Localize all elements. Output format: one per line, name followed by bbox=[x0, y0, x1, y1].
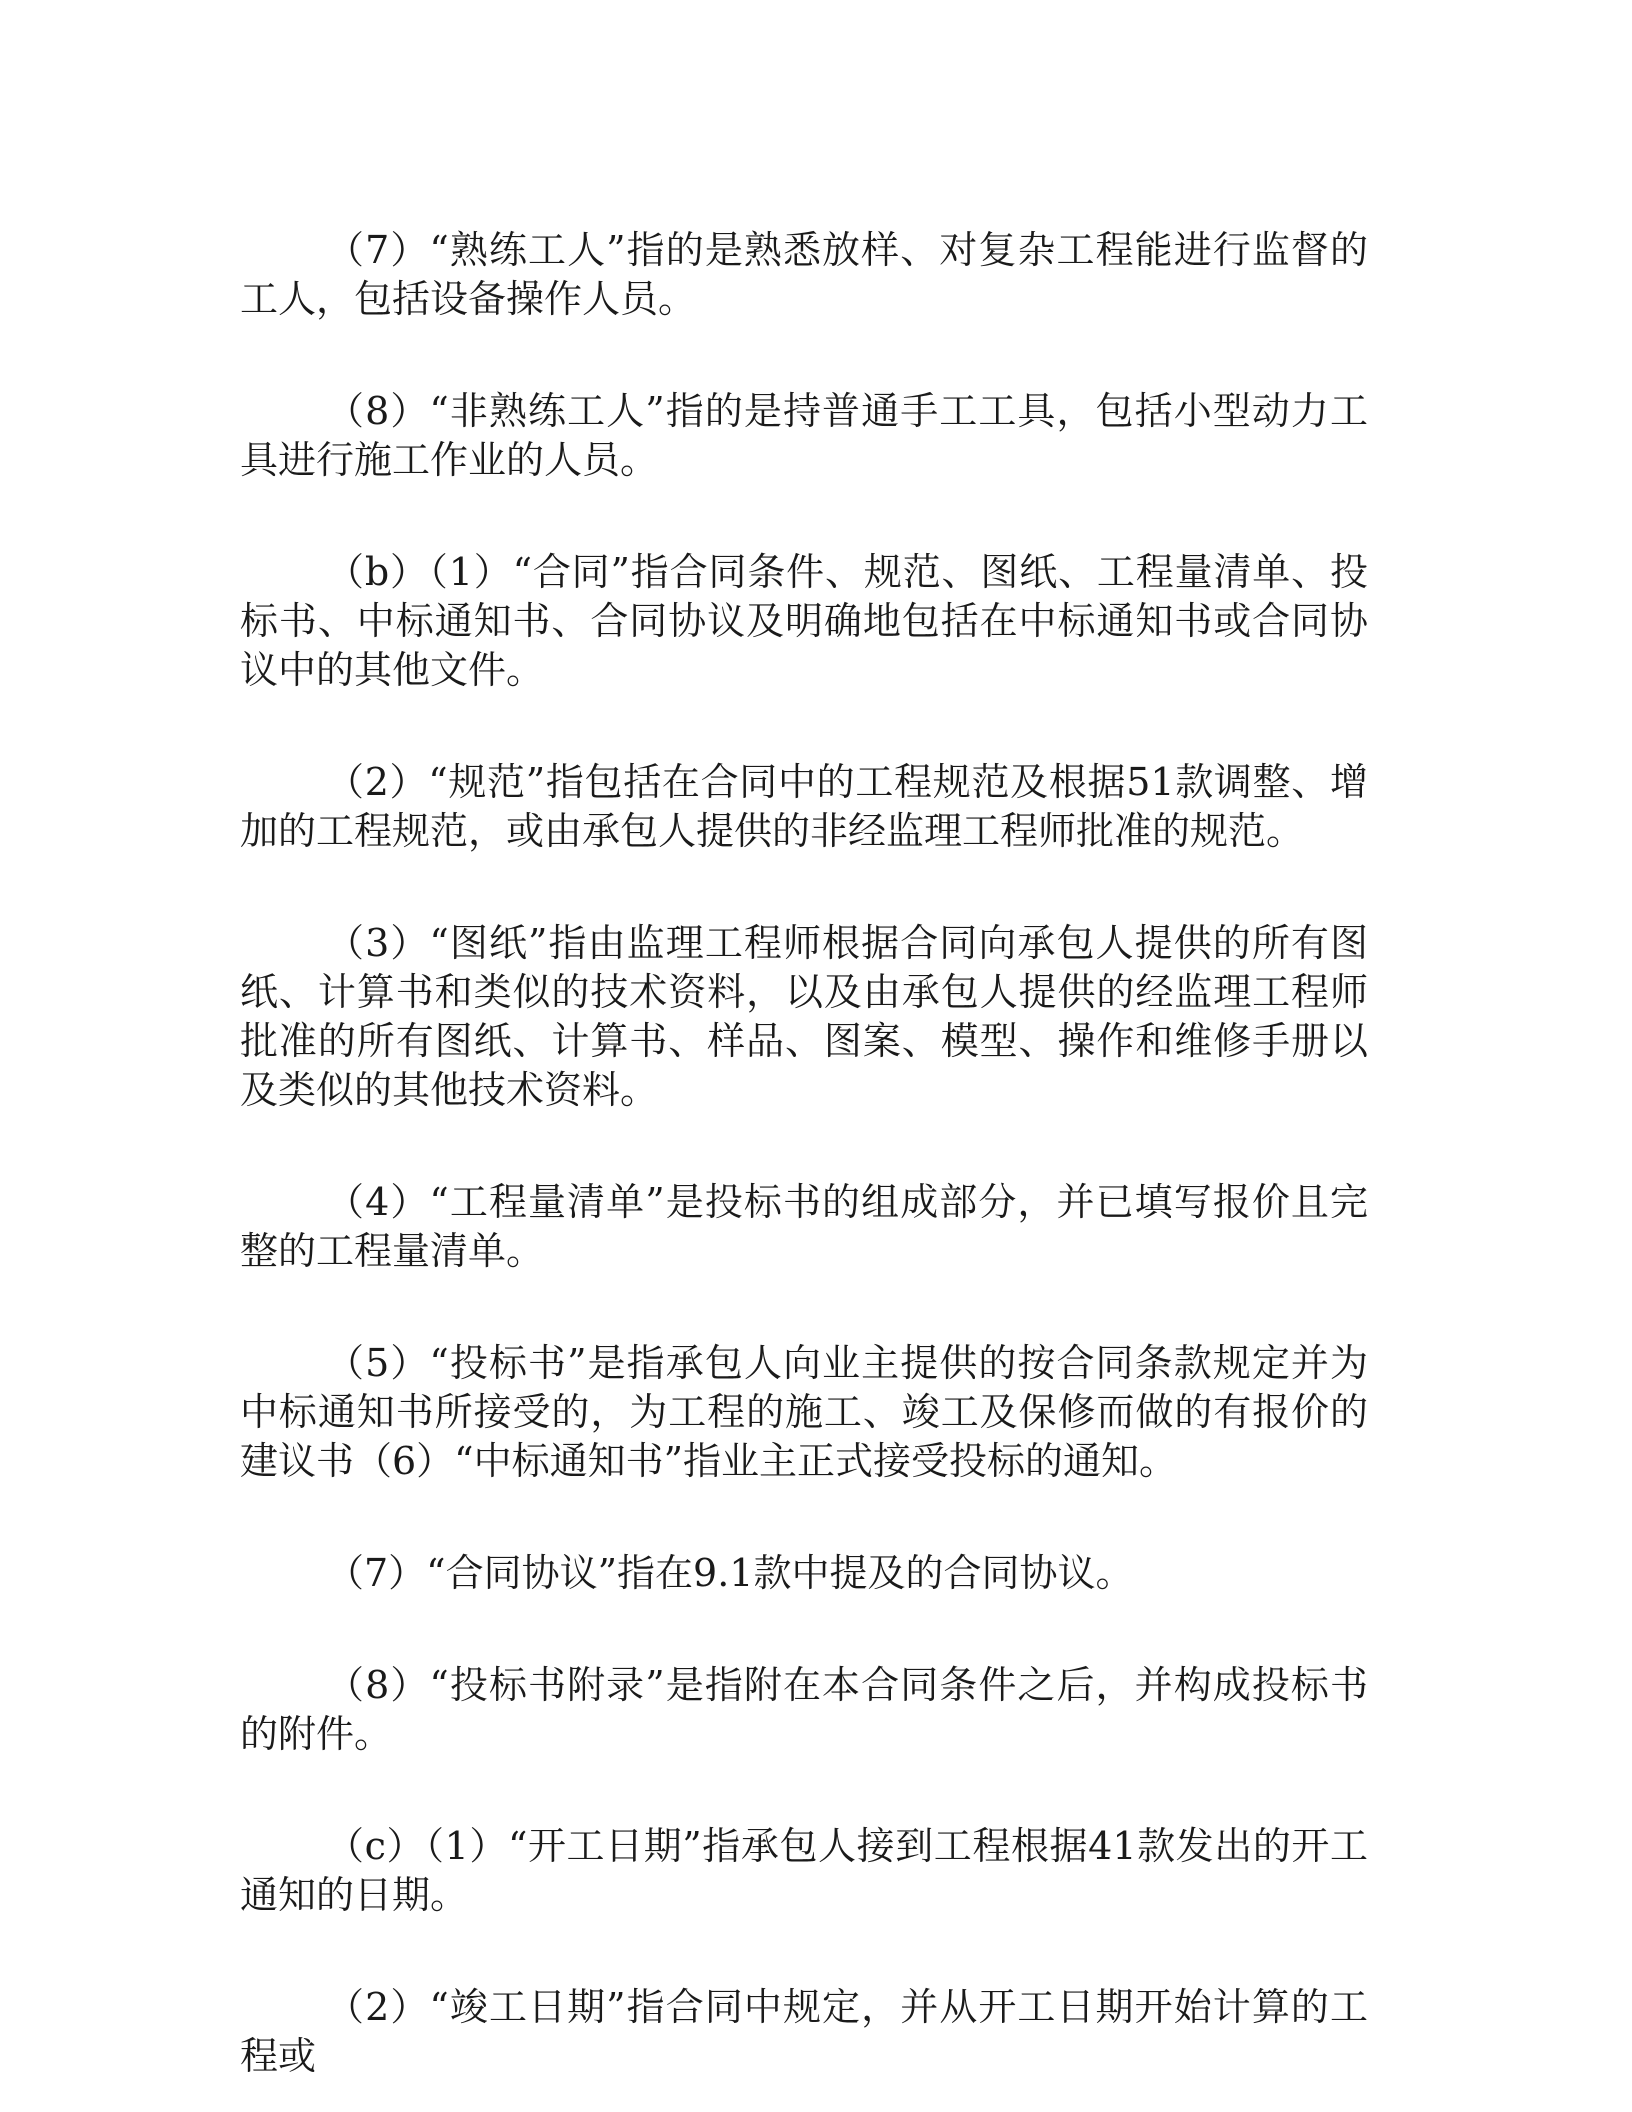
document-body bbox=[240, 226, 1368, 2081]
paragraph-tender: （5）“投标书”是指承包人向业主提供的按合同条款规定并为中标通知书所接受的，为工程的施工、竣工及保修而做的有报价的建议书（6）“中标通知书”指业主正式接受投标的通知。 bbox=[240, 1341, 1368, 1483]
paragraph-completion-date: （2）“竣工日期”指合同中规定，并从开工日期开始计算的工程或 bbox=[240, 1985, 1368, 2078]
paragraph-bill-of-quantities: （4）“工程量清单”是投标书的组成部分，并已填写报价且完整的工程量清单。 bbox=[240, 1180, 1368, 1273]
paragraph-skilled-workers: （7）“熟练工人”指的是熟悉放样、对复杂工程能进行监督的工人，包括设备操作人员。 bbox=[240, 228, 1368, 321]
paragraph-contract-agreement: （7）“合同协议”指在9.1款中提及的合同协议。 bbox=[326, 1551, 1134, 1595]
paragraph-unskilled-workers: （8）“非熟练工人”指的是持普通手工工具，包括小型动力工具进行施工作业的人员。 bbox=[240, 389, 1368, 482]
paragraph-drawings: （3）“图纸”指由监理工程师根据合同向承包人提供的所有图纸、计算书和类似的技术资料，以及由承包人提供的经监理工程师批准的所有图纸、计算书、样品、图案、模型、操作和维修手册以及类似的其他技术资料。 bbox=[240, 921, 1368, 1112]
paragraph-contract: （b）（1）“合同”指合同条件、规范、图纸、工程量清单、投标书、中标通知书、合同协议及明确地包括在中标通知书或合同协议中的其他文件。 bbox=[240, 550, 1368, 692]
paragraph-specification: （2）“规范”指包括在合同中的工程规范及根据51款调整、增加的工程规范，或由承包人提供的非经监理工程师批准的规范。 bbox=[240, 760, 1368, 853]
paragraph-tender-appendix: （8）“投标书附录”是指附在本合同条件之后，并构成投标书的附件。 bbox=[240, 1663, 1368, 1756]
paragraph-commencement-date: （c）（1）“开工日期”指承包人接到工程根据41款发出的开工通知的日期。 bbox=[240, 1824, 1368, 1917]
